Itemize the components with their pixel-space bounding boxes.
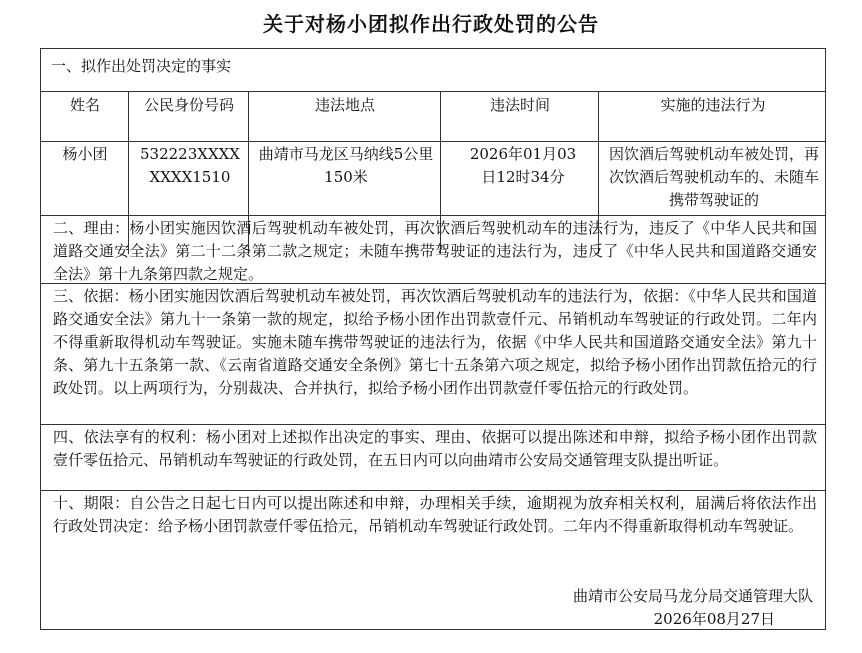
signature-org: 曲靖市公安局马龙分局交通管理大队	[572, 587, 813, 605]
section4-rights: 四、依法享有的权利：杨小团对上述拟作出决定的事实、理由、依据可以提出陈述和申辩，拟给予杨小团作出罚款壹仟零伍拾元、吊销机动车驾驶证的行政处罚，在五日内可以向曲靖市公安局交通管理支队提出听证。	[53, 428, 817, 469]
divider-2	[41, 283, 825, 284]
section3-basis: 三、依据：杨小团实施因饮酒后驾驶机动车被处罚，再次饮酒后驾驶机动车的违法行为，依据：《中华人民共和国道路交通安全法》第九十一条第一款的规定，拟给予杨小团作出罚款壹仟元、吊销机动车驾驶证的行政处罚。二年内不得重新取得机动车驾驶证。实施未随车携带驾驶证的违法行为，依据《中华人民共和国道路交通安全法》第九十条、第九十五条第一款、《云南省道路交通安全条例》第七十五条第六项之规定，拟给予杨小团作出罚款伍拾元的行政处罚。以上两项行为，分别裁决、合并执行，拟给予杨小团作出罚款壹仟零伍拾元的行政处罚。	[53, 287, 817, 397]
header-name: 姓名	[69, 96, 100, 114]
header-time: 违法时间	[489, 96, 550, 114]
cell-behavior: 因饮酒后驾驶机动车被处罚，再次饮酒后驾驶机动车的、未随车携带驾驶证的	[608, 145, 819, 209]
cell-place: 曲靖市马龙区马纳线5公里150米	[258, 145, 434, 186]
cell-id: 532223XXXXXXXX1510	[140, 145, 240, 186]
divider-3	[41, 424, 825, 425]
signature-date: 2026年08月27日	[653, 610, 775, 628]
section2-reason: 二、理由：杨小团实施因饮酒后驾驶机动车被处罚，再次饮酒后驾驶机动车的违法行为，违反了《中华人民共和国道路交通安全法》第二十二条第二款之规定；未随车携带驾驶证的违法行为，违反了《中华人民共和国道路交通安全法》第十九条第四款之规定。	[53, 219, 817, 283]
section1-heading: 一、拟作出处罚决定的事实	[51, 57, 232, 75]
section1-heading-row	[41, 49, 825, 92]
cell-time: 2026年01月03日12时34分	[469, 145, 577, 186]
header-place: 违法地点	[314, 96, 375, 114]
notice-table	[40, 48, 826, 630]
divider-1	[41, 215, 825, 216]
header-behavior: 实施的违法行为	[660, 96, 766, 114]
divider-4	[41, 490, 825, 491]
document-title: 关于对杨小团拟作出行政处罚的公告	[263, 12, 599, 36]
header-id: 公民身份号码	[143, 96, 234, 114]
section10-deadline: 十、期限：自公告之日起七日内可以提出陈述和申辩，办理相关手续，逾期视为放弃相关权利，届满后将依法作出行政处罚决定：给予杨小团罚款壹仟零伍拾元，吊销机动车驾驶证行政处罚。二年内不得重新取得机动车驾驶证。	[53, 494, 817, 535]
cell-name: 杨小团	[62, 145, 108, 163]
